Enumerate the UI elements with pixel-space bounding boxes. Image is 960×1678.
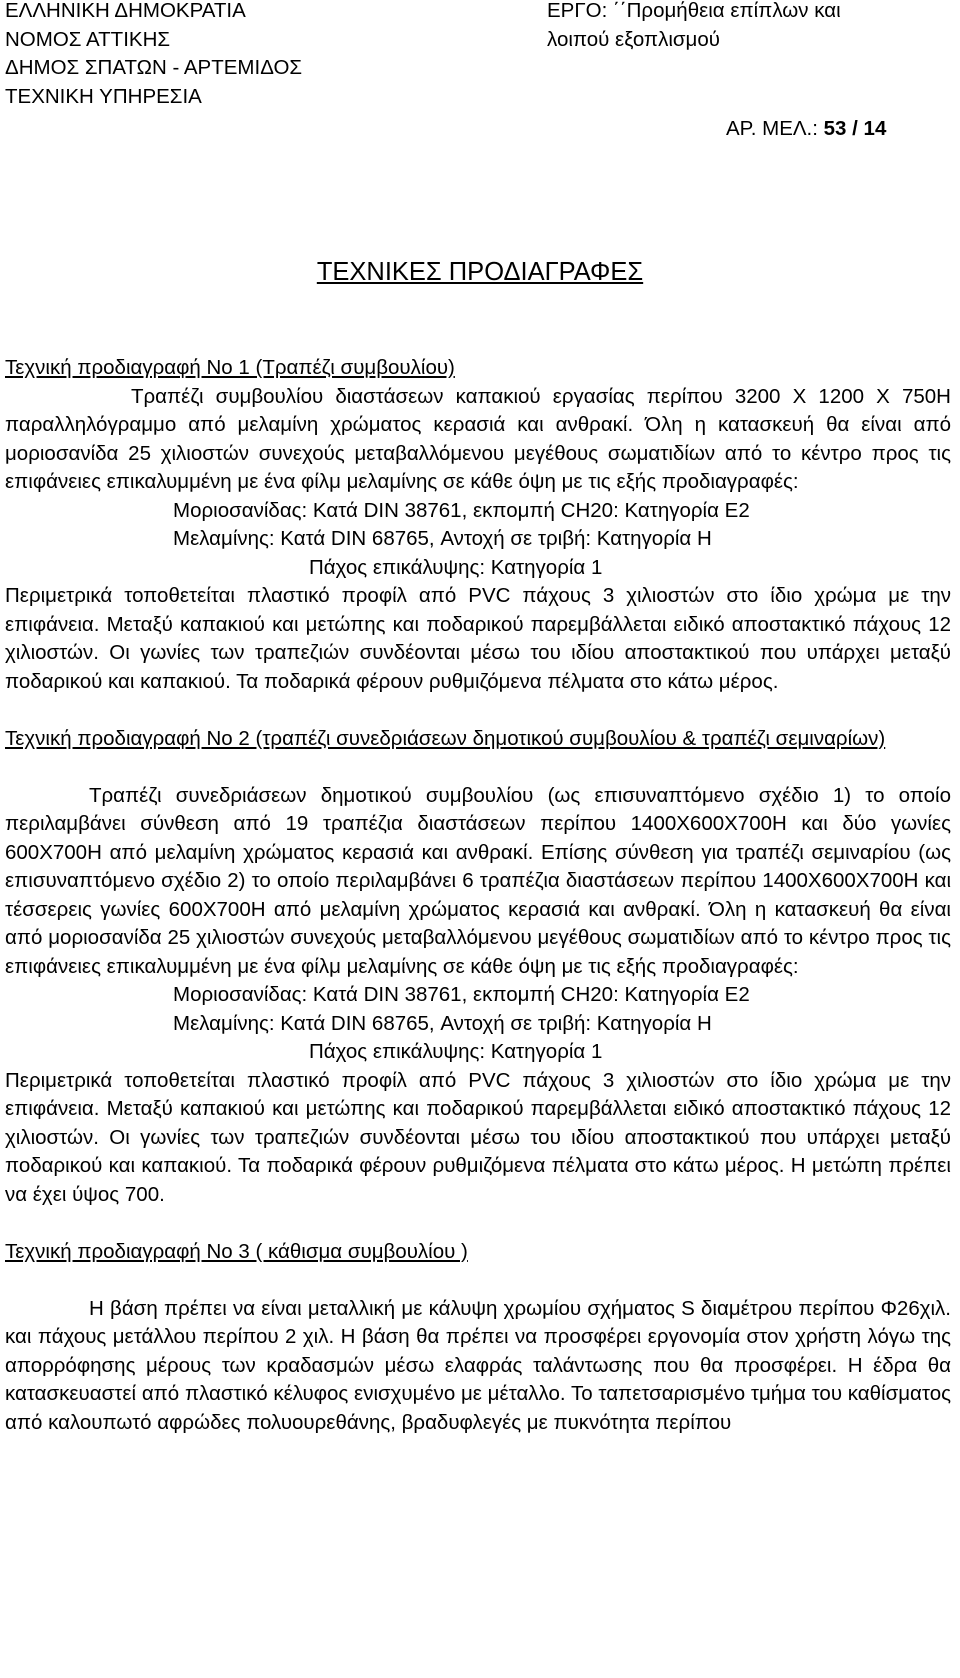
issuer-line: ΝΟΜΟΣ ΑΤΤΙΚΗΣ bbox=[5, 27, 171, 51]
study-number bbox=[726, 115, 886, 144]
spec-1-melamine-spec: Μελαμίνης: Κατά DIN 68765, Αντοχή σε τριβή: Κατηγορία Η bbox=[173, 527, 712, 550]
spec-2-body: Περιμετρικά τοποθετείται πλαστικό προφίλ από PVC πάχους 3 χιλιοστών στο ίδιο χρώμα με την επιφάνεια. Μεταξύ καπακιού και μετώπης και ποδαρικού παρεμβάλλεται ειδικό αποστακτικό πάχους 12 χιλιοστών. Οι γωνίες των τραπεζιών συνδέονται μέσω του ιδίου αποστακτικού που υπάρχει μεταξύ ποδαρικού και καπακιού. Τα ποδαρικά φέρουν ρυθμιζόμενα πέλματα στο κάτω μέρος. Η μετώπη πρέπει να έχει ύψος 700. bbox=[5, 1068, 951, 1206]
document-body bbox=[5, 354, 951, 1437]
spec-1-intro: Τραπέζι συμβουλίου διαστάσεων καπακιού εργασίας περίπου 3200 Χ 1200 Χ 750Η παραλληλόγραμμο από μελαμίνη χρώματος κερασιά και ανθρακί. Όλη η κατασκευή θα είναι από μοριοσανίδα 25 χιλιοστών συνεχούς μεταβαλλόμενου μεγέθους σωματιδίων από το κέντρο προς τις επιφάνειες επικαλυμμένη με ένα φίλμ μελαμίνης σε κάθε όψη με τις εξής προδιαγραφές: bbox=[5, 384, 951, 493]
spec-2-heading: Τεχνική προδιαγραφή Νο 2 (τραπέζι συνεδριάσεων δημοτικού συμβουλίου & τραπέζι σεμιναρίων) bbox=[5, 726, 886, 750]
issuer-line: ΕΛΛΗΝΙΚΗ ΔΗΜΟΚΡΑΤΙΑ bbox=[5, 0, 246, 22]
study-number-label: ΑΡ. ΜΕΛ.: bbox=[726, 117, 824, 140]
study-number-value: 53 / 14 bbox=[823, 117, 887, 140]
spec-1-body: Περιμετρικά τοποθετείται πλαστικό προφίλ από PVC πάχους 3 χιλιοστών στο ίδιο χρώμα με την επιφάνεια. Μεταξύ καπακιού και μετώπης και ποδαρικού παρεμβάλλεται ειδικό αποστακτικό πάχους 12 χιλιοστών. Οι γωνίες των τραπεζιών συνδέονται μέσω του ιδίου αποστακτικού που υπάρχει μεταξύ ποδαρικού και καπακιού. Τα ποδαρικά φέρουν ρυθμιζόμενα πέλματα στο κάτω μέρος. bbox=[5, 584, 951, 693]
spec-2-melamine-spec: Μελαμίνης: Κατά DIN 68765, Αντοχή σε τριβή: Κατηγορία Η bbox=[173, 1011, 712, 1035]
spacer bbox=[5, 1209, 951, 1238]
spacer bbox=[5, 753, 951, 782]
spacer bbox=[5, 696, 951, 725]
page-title: ΤΕΧΝΙΚΕΣ ΠΡΟΔΙΑΓΡΑΦΕΣ bbox=[316, 258, 644, 286]
issuer-line: ΤΕΧΝΙΚΗ ΥΠΗΡΕΣΙΑ bbox=[5, 84, 202, 108]
spec-2-intro: Τραπέζι συνεδριάσεων δημοτικού συμβουλίου (ως επισυναπτόμενο σχέδιο 1) το οποίο περιλαμβάνει σύνθεση από 19 τραπέζια διαστάσεων περίπου 1400Χ600Χ700Η και δύο γωνίες 600Χ700Η από μελαμίνη χρώματος κερασιά και ανθρακί. Επίσης σύνθεση για τραπέζι σεμιναρίου (ως επισυναπτόμενο σχέδιο 2) το οποίο περιλαμβάνει 6 τραπέζια διαστάσεων περίπου 1400Χ600Χ700Η και τέσσερεις γωνίες 600Χ700Η από μελαμίνη χρώματος κερασιά και ανθρακί. Όλη η κατασκευή θα είναι από μοριοσανίδα 25 χιλιοστών συνεχούς μεταβαλλόμενου μεγέθους σωματιδίων από το κέντρο προς τις επιφάνειες επικαλυμμένη με ένα φίλμ μελαμίνης σε κάθε όψη με τις εξής προδιαγραφές: bbox=[5, 783, 951, 978]
project-block bbox=[547, 0, 947, 54]
spacer bbox=[5, 1266, 951, 1295]
spec-3-body: Η βάση πρέπει να είναι μεταλλική με κάλυψη χρωμίου σχήματος S διαμέτρου περίπου Φ26χιλ. και πάχους μετάλλου περίπου 2 χιλ. Η βάση θα πρέπει να προσφέρει εργονομία στον χρήστη λόγω της απορρόφησης μέρους των κραδασμών μέσω ελαφράς ταλάντωσης που θα προσφέρει. Η έδρα θα κατασκευαστεί από πλαστικό κέλυφος ενισχυμένο με μέταλλο. Το ταπετσαρισμένο τμήμα του καθίσματος από καλουπωτό αφρώδες πολυουρεθάνης, βραδυφλεγές με πυκνότητα περίπου bbox=[5, 1296, 951, 1434]
spec-1-heading: Τεχνική προδιαγραφή Νο 1 (Τραπέζι συμβουλίου) bbox=[5, 356, 455, 379]
spec-3-heading: Τεχνική προδιαγραφή Νο 3 ( κάθισμα συμβουλίου ) bbox=[5, 1239, 468, 1263]
spec-2-coating-spec: Πάχος επικάλυψης: Κατηγορία 1 bbox=[309, 1040, 603, 1063]
project-line: λοιπού εξοπλισμού bbox=[547, 27, 720, 51]
spec-2-particleboard-spec: Μοριοσανίδας: Κατά DIN 38761, εκπομπή CH20: Κατηγορία Ε2 bbox=[173, 983, 750, 1006]
spec-1-coating-spec: Πάχος επικάλυψης: Κατηγορία 1 bbox=[309, 555, 603, 579]
spec-1-particleboard-spec: Μοριοσανίδας: Κατά DIN 38761, εκπομπή CH20: Κατηγορία Ε2 bbox=[173, 498, 750, 522]
issuer-line: ΔΗΜΟΣ ΣΠΑΤΩΝ - ΑΡΤΕΜΙΔΟΣ bbox=[5, 56, 303, 79]
issuer-block bbox=[5, 0, 425, 111]
project-line: ΕΡΓΟ: ΄΄Προμήθεια επίπλων και bbox=[547, 0, 841, 22]
